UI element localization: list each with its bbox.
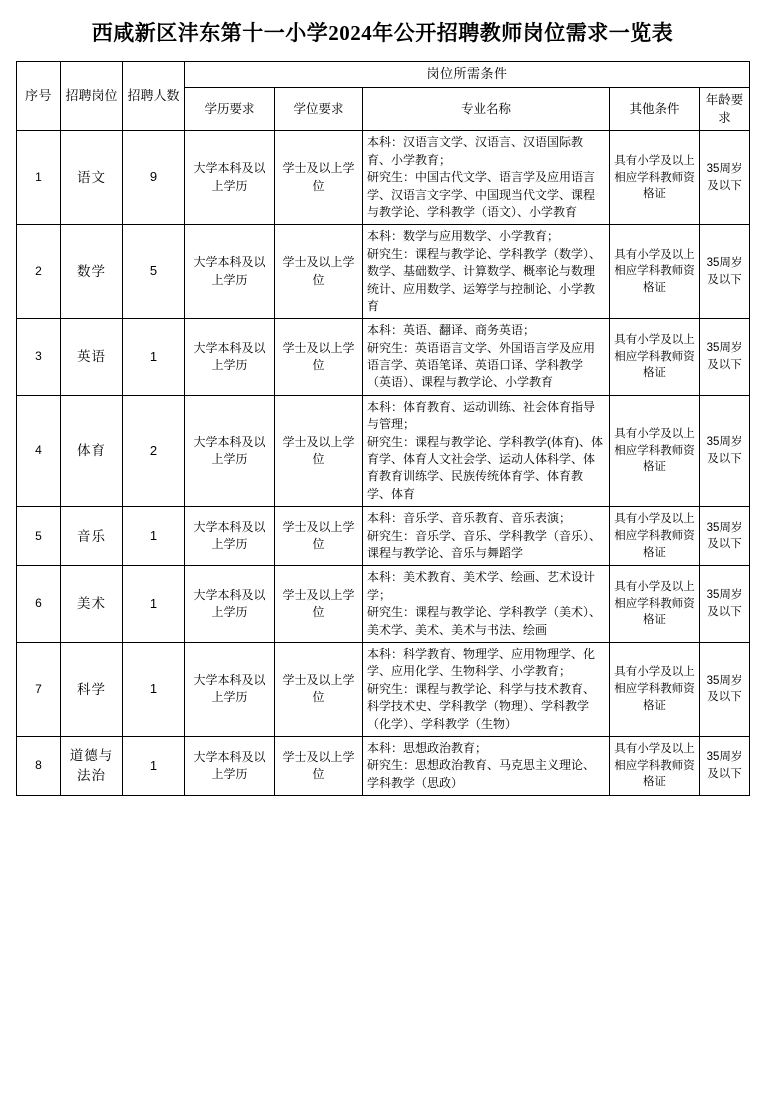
cell-age: 35周岁及以下 [700,395,750,506]
cell-count: 1 [123,507,185,566]
cell-seq: 1 [17,131,61,225]
cell-post: 语文 [61,131,123,225]
cell-count: 1 [123,642,185,736]
cell-other: 具有小学及以上相应学科教师资格证 [610,131,700,225]
cell-age: 35周岁及以下 [700,642,750,736]
cell-major: 本科：科学教育、物理学、应用物理学、化学、应用化学、生物科学、小学教育； 研究生：课程与教学论、科学与技术教育、科学技术史、学科教学（物理）、学科教学（化学）、学科教学（生物） [363,642,610,736]
cell-count: 1 [123,319,185,396]
header-count-label: 招聘人数 [127,87,180,103]
cell-degree: 学士及以上学位 [275,507,363,566]
cell-degree: 学士及以上学位 [275,225,363,319]
header-post [61,62,123,131]
table-row [17,319,750,396]
cell-seq: 4 [17,395,61,506]
cell-seq: 5 [17,507,61,566]
cell-post: 道德与法治 [61,736,123,795]
cell-education: 大学本科及以上学历 [185,736,275,795]
cell-count: 1 [123,566,185,643]
table-row [17,642,750,736]
cell-other: 具有小学及以上相应学科教师资格证 [610,319,700,396]
header-major: 专业名称 [363,88,610,131]
cell-other: 具有小学及以上相应学科教师资格证 [610,395,700,506]
table-row [17,225,750,319]
recruitment-requirements-table [16,61,750,796]
cell-degree: 学士及以上学位 [275,566,363,643]
header-seq: 序号 [17,62,61,131]
cell-other: 具有小学及以上相应学科教师资格证 [610,736,700,795]
table-row [17,131,750,225]
header-count [123,62,185,131]
cell-count: 1 [123,736,185,795]
cell-age: 35周岁及以下 [700,507,750,566]
cell-post: 体育 [61,395,123,506]
cell-other: 具有小学及以上相应学科教师资格证 [610,507,700,566]
cell-age: 35周岁及以下 [700,131,750,225]
cell-education: 大学本科及以上学历 [185,507,275,566]
cell-post: 音乐 [61,507,123,566]
cell-other: 具有小学及以上相应学科教师资格证 [610,225,700,319]
table-row [17,736,750,795]
cell-count: 5 [123,225,185,319]
header-age: 年龄要求 [700,88,750,131]
cell-major: 本科：音乐学、音乐教育、音乐表演； 研究生：音乐学、音乐、学科教学（音乐）、课程与教学论、音乐与舞蹈学 [363,507,610,566]
header-post-label: 招聘岗位 [65,87,118,103]
cell-seq: 6 [17,566,61,643]
cell-major: 本科：数学与应用数学、小学教育； 研究生：课程与教学论、学科教学（数学）、数学、基础数学、计算数学、概率论与数理统计、应用数学、运筹学与控制论、小学教育 [363,225,610,319]
table-row [17,507,750,566]
header-education: 学历要求 [185,88,275,131]
cell-degree: 学士及以上学位 [275,319,363,396]
cell-other: 具有小学及以上相应学科教师资格证 [610,566,700,643]
cell-education: 大学本科及以上学历 [185,131,275,225]
cell-education: 大学本科及以上学历 [185,642,275,736]
cell-post: 美术 [61,566,123,643]
cell-post: 数学 [61,225,123,319]
table-row [17,395,750,506]
cell-education: 大学本科及以上学历 [185,395,275,506]
table-row [17,566,750,643]
cell-seq: 7 [17,642,61,736]
cell-major: 本科：思想政治教育； 研究生：思想政治教育、马克思主义理论、学科教学（思政） [363,736,610,795]
cell-other: 具有小学及以上相应学科教师资格证 [610,642,700,736]
cell-education: 大学本科及以上学历 [185,319,275,396]
cell-count: 9 [123,131,185,225]
cell-seq: 8 [17,736,61,795]
cell-age: 35周岁及以下 [700,319,750,396]
cell-count: 2 [123,395,185,506]
cell-degree: 学士及以上学位 [275,642,363,736]
cell-major: 本科：美术教育、美术学、绘画、艺术设计学； 研究生：课程与教学论、学科教学（美术）、美术学、美术、美术与书法、绘画 [363,566,610,643]
cell-major: 本科：英语、翻译、商务英语； 研究生：英语语言文学、外国语言学及应用语言学、英语笔译、英语口译、学科教学（英语）、课程与教学论、小学教育 [363,319,610,396]
cell-degree: 学士及以上学位 [275,395,363,506]
table-header-row-1 [17,62,750,88]
cell-seq: 3 [17,319,61,396]
cell-major: 本科：汉语言文学、汉语言、汉语国际教育、小学教育； 研究生：中国古代文学、语言学及应用语言学、汉语言文字学、中国现当代文学、课程与教学论、学科教学（语文）、小学教育 [363,131,610,225]
cell-post: 英语 [61,319,123,396]
cell-education: 大学本科及以上学历 [185,225,275,319]
cell-age: 35周岁及以下 [700,566,750,643]
cell-major: 本科：体育教育、运动训练、社会体育指导与管理； 研究生：课程与教学论、学科教学(体育)、体育学、体育人文社会学、运动人体科学、体育教育训练学、民族传统体育学、体育教学、体育 [363,395,610,506]
cell-age: 35周岁及以下 [700,736,750,795]
table-body [17,131,750,796]
header-other: 其他条件 [610,88,700,131]
cell-degree: 学士及以上学位 [275,736,363,795]
header-conditions-group: 岗位所需条件 [185,62,750,88]
header-degree: 学位要求 [275,88,363,131]
cell-age: 35周岁及以下 [700,225,750,319]
cell-post: 科学 [61,642,123,736]
page-title: 西咸新区沣东第十一小学2024年公开招聘教师岗位需求一览表 [91,21,674,45]
cell-seq: 2 [17,225,61,319]
cell-education: 大学本科及以上学历 [185,566,275,643]
cell-degree: 学士及以上学位 [275,131,363,225]
